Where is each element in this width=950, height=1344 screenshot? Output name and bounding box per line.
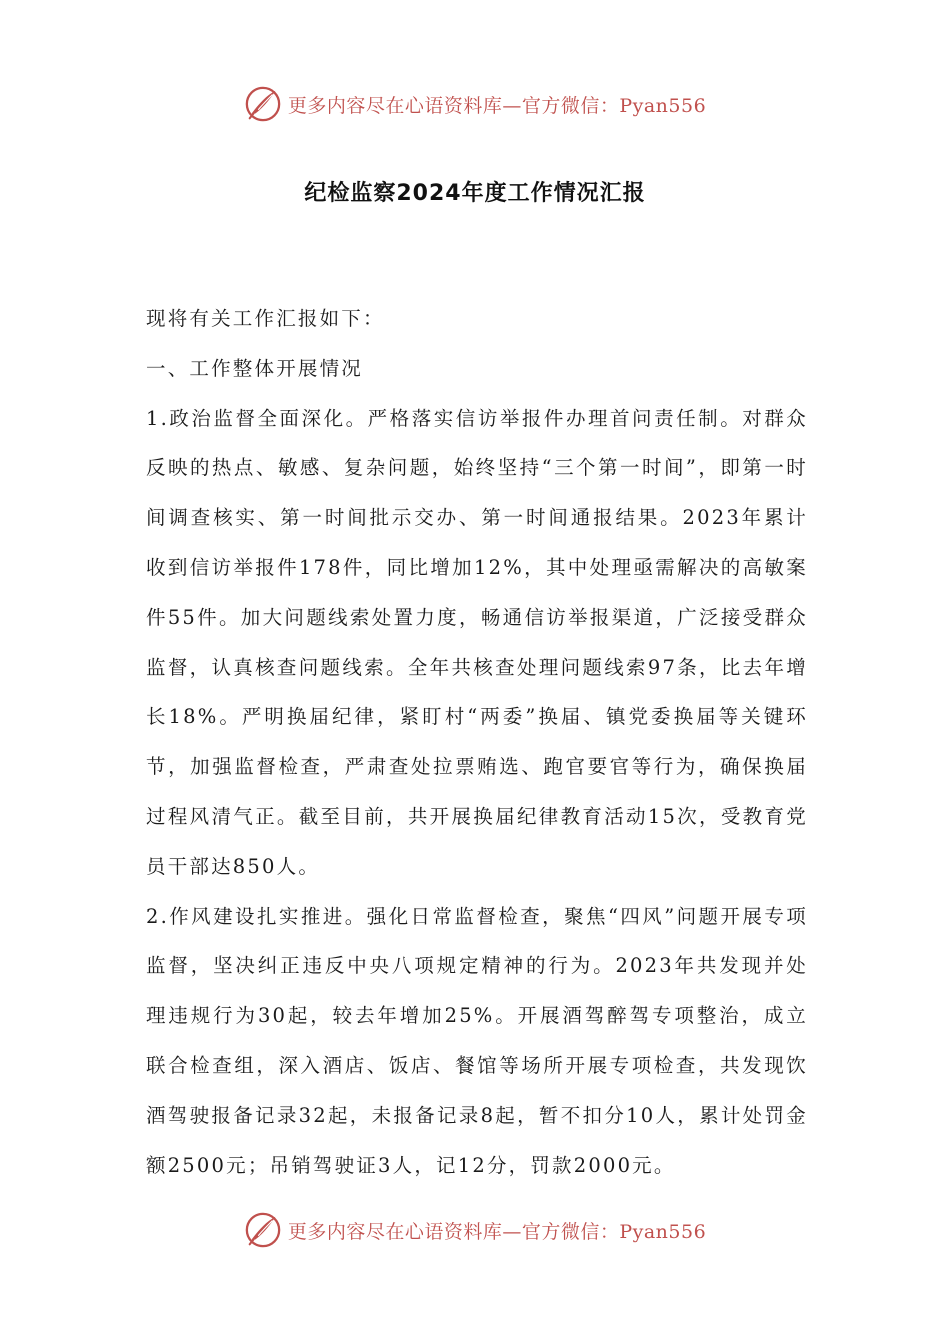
section-heading: 一、工作整体开展情况: [146, 356, 364, 380]
footer-banner: [0, 1208, 950, 1252]
intro-paragraph: 现将有关工作汇报如下：: [146, 307, 385, 330]
header-banner: [0, 82, 950, 126]
body-paragraph-2: 2.作风建设扎实推进。强化日常监督检查，聚焦“四风”问题开展专项监督，坚决纠正违反中央八项规定精神的行为。2023年共发现并处理违规行为30起，较去年增加25%。开展酒驾醉驾专项整治，成立联合检查组，深入酒店、饭店、餐馆等场所开展专项检查，共发现饮酒驾驶报备记录32起，未报备记录8起，暂不扣分10人，累计处罚金额2500元；吊销驾驶证3人，记12分，罚款2000元。: [146, 904, 808, 1177]
header-banner-text: 更多内容尽在心语资料库—官方微信：Pyan556: [287, 94, 707, 117]
footer-banner-text: 更多内容尽在心语资料库—官方微信：Pyan556: [287, 1220, 707, 1243]
document-title: 纪检监察2024年度工作情况汇报: [304, 181, 646, 206]
quill-pen-logo-icon: [244, 1211, 282, 1249]
body-paragraph-1: 1.政治监督全面深化。严格落实信访举报件办理首问责任制。对群众反映的热点、敏感、复杂问题，始终坚持“三个第一时间”，即第一时间调查核实、第一时间批示交办、第一时间通报结果。2023年累计收到信访举报件178件，同比增加12%，其中处理亟需解决的高敏案件55件。加大问题线索处置力度，畅通信访举报渠道，广泛接受群众监督，认真核查问题线索。全年共核查处理问题线索97条，比去年增长18%。严明换届纪律，紧盯村“两委”换届、镇党委换届等关键环节，加强监督检查，严肃查处拉票贿选、跑官要官等行为，确保换届过程风清气正。截至目前，共开展换届纪律教育活动15次，受教育党员干部达850人。: [146, 406, 808, 878]
document-body: [146, 294, 808, 1190]
quill-pen-logo-icon: [244, 85, 282, 123]
